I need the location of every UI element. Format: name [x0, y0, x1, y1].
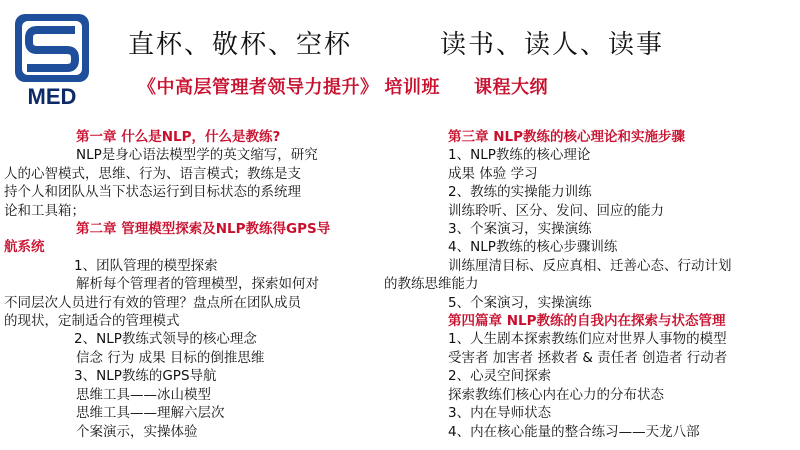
chapter-heading: 第二章 管理模型探索及NLP教练得GPS导 — [76, 221, 331, 238]
outline-line: 3、内在导师状态 — [448, 405, 552, 422]
right-column — [384, 128, 798, 441]
chapter-heading: 第一章 什么是NLP，什么是教练? — [76, 129, 281, 145]
outline-line: 3、NLP教练的GPS导航 — [74, 368, 217, 385]
outline-line: 2、教练的实操能力训练 — [448, 184, 592, 201]
outline-line: 的教练思维能力 — [384, 276, 479, 293]
motto-left: 直杯、敬杯、空杯 — [128, 30, 353, 60]
outline-line: 的现状，定制适合的管理模式 — [4, 313, 180, 330]
chapter-heading: 航系统 — [4, 239, 45, 256]
outline-line: 1、人生剧本探索教练们应对世界人事物的模型 — [448, 331, 727, 348]
outline-line: 不同层次人员进行有效的管理？盘点所在团队成员 — [4, 294, 301, 311]
course-title-suffix: 培训班 — [384, 77, 440, 98]
outline-line: 5、个案演习，实操演练 — [448, 294, 592, 311]
outline-line: 探索教练们核心内在心力的分布状态 — [448, 386, 664, 403]
logo-emblem-icon — [13, 12, 91, 108]
outline-line: 1、NLP教练的核心理论 — [448, 147, 591, 164]
outline-line: 人的心智模式，思维、行为、语言模式；教练是支 — [4, 165, 301, 182]
outline-line: 论和工具箱； — [4, 202, 85, 219]
course-title: 《中高层管理者领导力提升》 — [138, 77, 379, 98]
outline-line: 解析每个管理者的管理模型，探索如何对 — [76, 276, 319, 293]
outline-line: 思维工具——冰山模型 — [76, 386, 211, 403]
logo-text: MED — [27, 84, 77, 108]
outline-line: 4、NLP教练的核心步骤训练 — [448, 239, 618, 256]
outline-line: 2、心灵空间探索 — [448, 368, 552, 385]
outline-line: 2、NLP教练式领导的核心理念 — [74, 331, 257, 348]
outline-line: 成果 体验 学习 — [448, 165, 538, 182]
outline-line: 思维工具——理解六层次 — [76, 405, 225, 422]
course-title-row — [138, 73, 548, 99]
outline-line: 训练厘清目标、反应真相、迁善心态、行动计划 — [448, 257, 732, 274]
chapter-heading: 第四篇章 NLP教练的自我内在探索与状态管理 — [448, 313, 726, 330]
med-logo — [13, 12, 91, 108]
outline-line: 受害者 加害者 拯救者 & 责任者 创造者 行动者 — [448, 349, 728, 366]
motto-right: 读书、读人、读事 — [440, 30, 665, 60]
outline-line: 个案演示，实操体验 — [76, 423, 198, 440]
outline-line: 4、内在核心能量的整合练习——天龙八部 — [448, 423, 700, 440]
outline-line: 1、团队管理的模型探索 — [74, 257, 218, 274]
chapter-heading: 第三章 NLP教练的核心理论和实施步骤 — [448, 129, 685, 145]
outline-label: 课程大纲 — [474, 77, 548, 98]
outline-line: 训练聆听、区分、发问、回应的能力 — [448, 202, 664, 219]
left-column — [4, 128, 374, 441]
outline-line: 3、个案演习，实操演练 — [448, 221, 592, 238]
outline-line: 信念 行为 成果 目标的倒推思维 — [76, 349, 265, 366]
outline-line: 持个人和团队从当下状态运行到目标状态的系统理 — [4, 184, 301, 201]
outline-line: NLP是身心语法模型学的英文缩写，研究 — [76, 147, 318, 164]
